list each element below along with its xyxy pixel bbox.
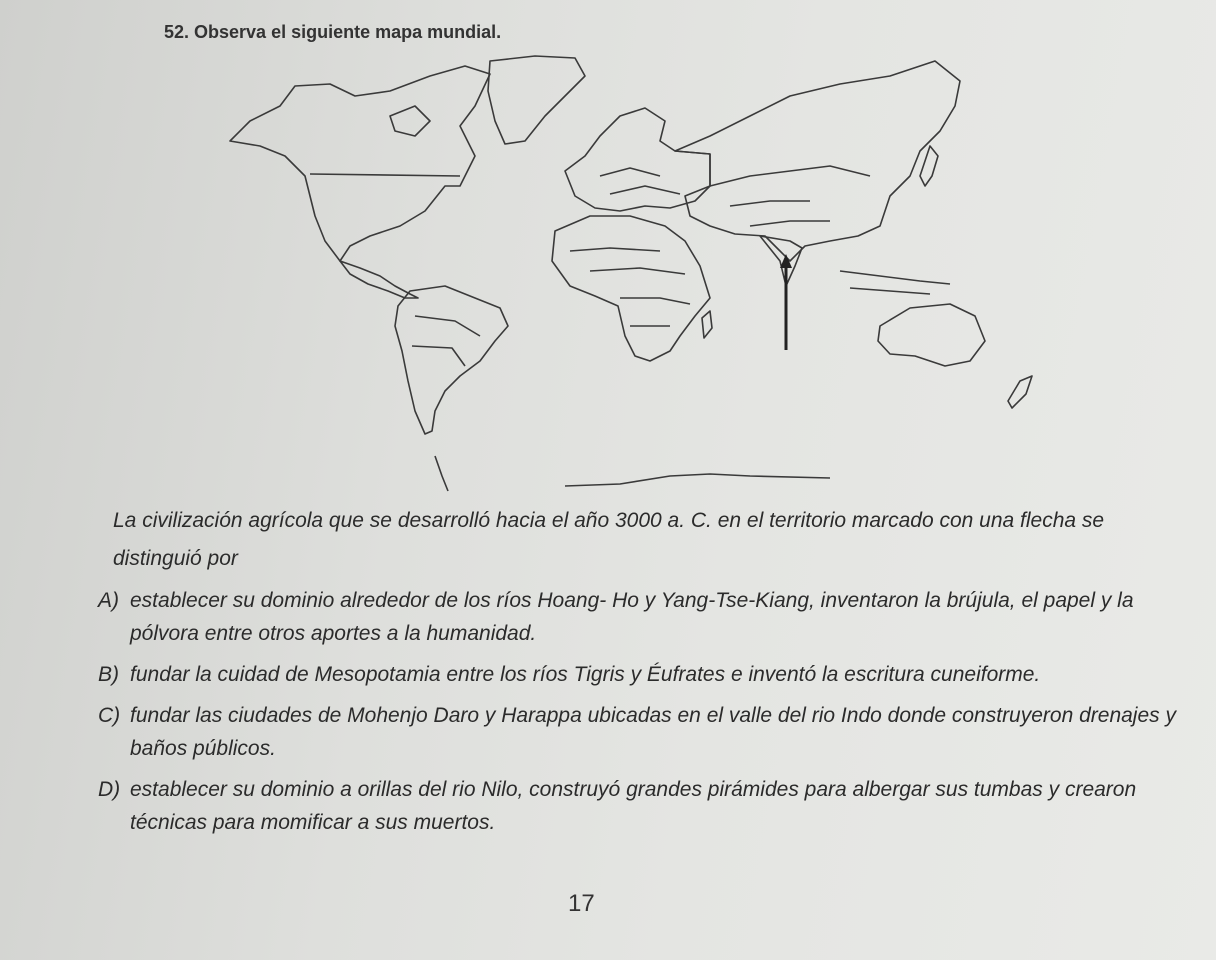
option-d-letter: D) <box>98 778 121 801</box>
antarctica-line <box>565 474 830 486</box>
indonesia-outline <box>840 271 950 294</box>
north-america-outline <box>230 66 490 261</box>
option-b[interactable] <box>98 658 1208 691</box>
india-outline <box>760 236 802 286</box>
japan-outline <box>920 146 938 186</box>
south-america-outline <box>395 286 508 434</box>
answer-options <box>98 584 1208 847</box>
asia-outline <box>675 61 960 261</box>
page-number: 17 <box>568 890 595 917</box>
madagascar-outline <box>702 311 712 338</box>
new-zealand-outline <box>1008 376 1032 408</box>
option-c-letter: C) <box>98 704 121 727</box>
australia-outline <box>878 304 985 366</box>
greenland-outline <box>488 56 585 144</box>
option-b-text: fundar la cuidad de Mesopotamia entre los ríos Tigris y Éufrates e inventó la escritura cuneiforme. <box>130 663 1041 686</box>
option-c-text: fundar las ciudades de Mohenjo Daro y Harappa ubicadas en el valle del rio Indo donde construyeron drenajes y baños públicos. <box>130 704 1176 760</box>
central-america-outline <box>340 261 418 298</box>
option-a-text: establecer su dominio alrededor de los ríos Hoang- Ho y Yang-Tse-Kiang, inventaron la brújula, el papel y la pólvora entre otros aportes a la humanidad. <box>130 589 1134 645</box>
option-d[interactable] <box>98 773 1208 839</box>
canada-border <box>310 174 460 176</box>
option-b-letter: B) <box>98 663 119 686</box>
world-map <box>190 36 1050 496</box>
question-stem: La civilización agrícola que se desarrolló hacia el año 3000 a. C. en el territorio marcado con una flecha se distinguió por <box>113 509 1105 570</box>
option-d-text: establecer su dominio a orillas del rio Nilo, construyó grandes pirámides para albergar sus tumbas y crearon técnicas para momificar a sus muertos. <box>130 778 1137 834</box>
option-a[interactable] <box>98 584 1208 650</box>
option-c[interactable] <box>98 699 1208 765</box>
question-title: 52. Observa el siguiente mapa mundial. <box>164 22 502 42</box>
option-a-letter: A) <box>98 589 119 612</box>
africa-outline <box>552 216 710 361</box>
hudson-bay <box>390 106 430 136</box>
